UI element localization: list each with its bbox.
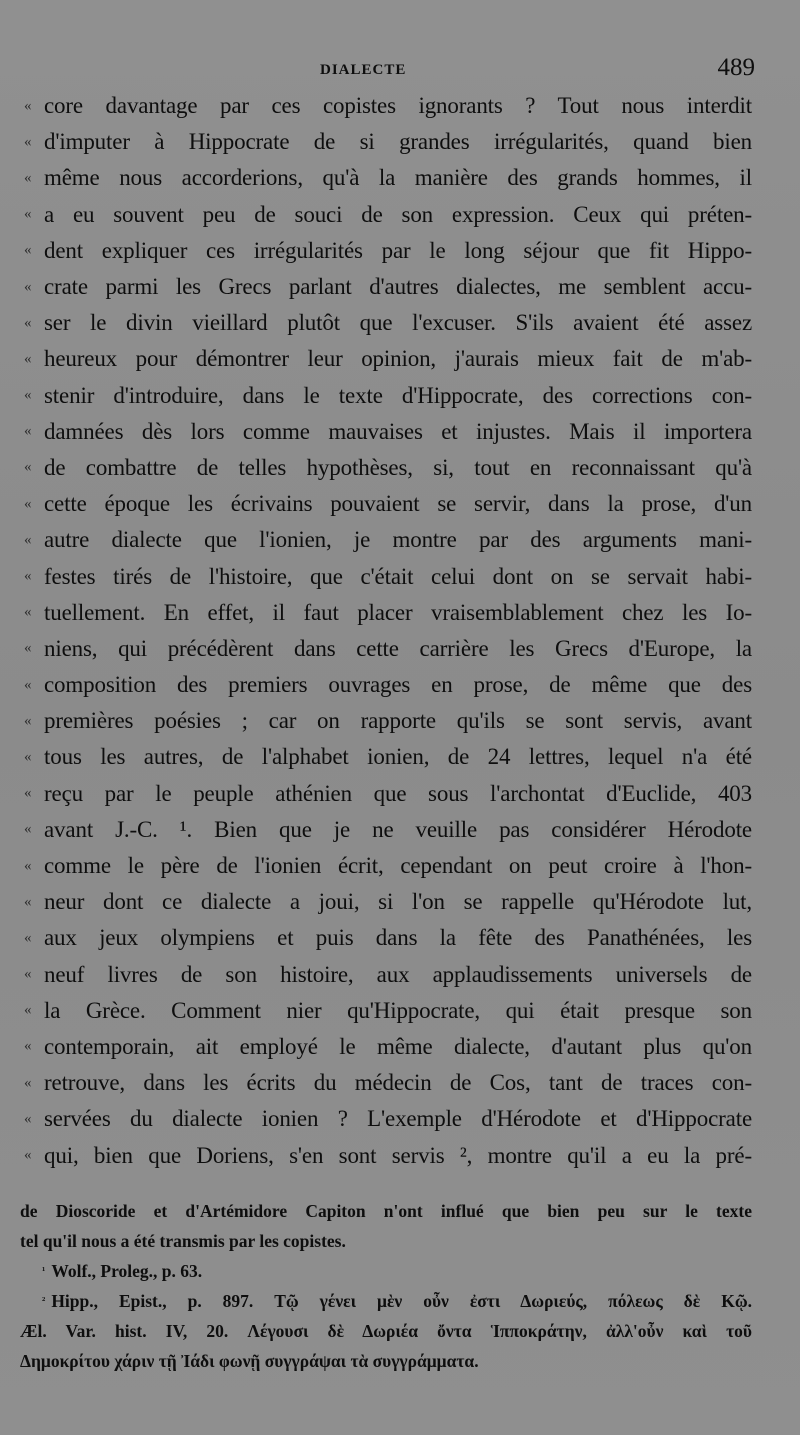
text-line (24, 776, 752, 812)
text-line (24, 1137, 752, 1173)
line-text: stenir d'introduire, dans le texte d'Hippocrate, des corrections con- (44, 382, 752, 408)
line-text: premières poésies ; car on rapporte qu'ils se sont servis, avant (44, 708, 752, 734)
line-text: niens, qui précédèrent dans cette carrière les Grecs d'Europe, la (44, 635, 752, 661)
quote-mark: « (24, 314, 32, 331)
quote-mark: « (24, 1038, 32, 1055)
quote-mark: « (24, 495, 32, 512)
line-text: la Grèce. Comment nier qu'Hippocrate, qui était presque son (44, 997, 752, 1023)
footnotes (20, 1196, 752, 1376)
quote-mark: « (24, 604, 32, 621)
line-text: d'imputer à Hippocrate de si grandes irrégularités, quand bien (44, 129, 752, 155)
footnote-1 (20, 1256, 752, 1286)
text-line (24, 957, 752, 993)
text-line (24, 414, 752, 450)
line-text: qui, bien que Doriens, s'en sont servis ², montre qu'il a eu la pré- (44, 1142, 752, 1168)
text-line (24, 631, 752, 667)
line-text: autre dialecte que l'ionien, je montre par des arguments mani- (44, 527, 752, 553)
text-line (24, 848, 752, 884)
quote-mark: « (24, 350, 32, 367)
quote-mark: « (24, 676, 32, 693)
quote-mark: « (24, 929, 32, 946)
line-text: comme le père de l'ionien écrit, cependant on peut croire à l'hon- (44, 853, 752, 879)
quote-mark: « (24, 242, 32, 259)
text-line (24, 269, 752, 305)
footnote-continuation-line: tel qu'il nous a été transmis par les copistes. (20, 1230, 346, 1251)
line-text: crate parmi les Grecs parlant d'autres dialectes, me semblent accu- (44, 274, 752, 300)
quote-mark: « (24, 278, 32, 295)
text-line (24, 739, 752, 775)
quote-mark: « (24, 568, 32, 585)
footnote-2-line: Æl. Var. hist. IV, 20. Λέγουσι δὲ Δωριέα ὄντα Ἱπποκράτην, ἀλλ'οὖν καὶ τοῦ (20, 1320, 752, 1341)
text-line (24, 1065, 752, 1101)
line-text: avant J.-C. ¹. Bien que je ne veuille pas considérer Hérodote (44, 816, 752, 842)
line-text: festes tirés de l'histoire, que c'était celui dont on se servait habi- (44, 563, 752, 589)
footnote-text: Wolf., Proleg., p. 63. (51, 1260, 203, 1281)
text-line (24, 558, 752, 594)
quote-mark: « (24, 97, 32, 114)
quote-mark: « (24, 206, 32, 223)
line-text: reçu par le peuple athénien que sous l'archontat d'Euclide, 403 (44, 780, 752, 806)
text-line (24, 993, 752, 1029)
text-line (24, 920, 752, 956)
quote-mark: « (24, 966, 32, 983)
line-text: tous les autres, de l'alphabet ionien, de 24 lettres, lequel n'a été (44, 744, 752, 770)
text-line (24, 341, 752, 377)
line-text: dent expliquer ces irrégularités par le long séjour que fit Hippo- (44, 237, 752, 263)
line-text: cette époque les écrivains pouvaient se servir, dans la prose, d'un (44, 491, 752, 517)
quote-mark: « (24, 1074, 32, 1091)
text-line (24, 197, 752, 233)
text-line (24, 522, 752, 558)
quote-mark: « (24, 821, 32, 838)
line-text: tuellement. En effet, il faut placer vraisemblablement chez les Io- (44, 599, 752, 625)
footnote-marker: ² (42, 1295, 46, 1307)
line-text: contemporain, ait employé le même dialecte, d'autant plus qu'on (44, 1033, 752, 1059)
text-line (24, 450, 752, 486)
text-line (24, 884, 752, 920)
line-text: composition des premiers ouvrages en prose, de même que des (44, 672, 752, 698)
line-text: aux jeux olympiens et puis dans la fête des Panathénées, les (44, 925, 752, 951)
text-line (24, 1029, 752, 1065)
quote-mark: « (24, 133, 32, 150)
quote-mark: « (24, 423, 32, 440)
line-text: même nous accorderions, qu'à la manière des grands hommes, il (44, 165, 752, 191)
text-line (24, 233, 752, 269)
quote-mark: « (24, 893, 32, 910)
quote-mark: « (24, 748, 32, 765)
quote-mark: « (24, 1002, 32, 1019)
footnote-2 (20, 1286, 752, 1316)
footnote-2-line: Δημοκρίτου χάριν τῇ Ἰάδι φωνῇ συγγράψαι τὰ συγγράμματα. (20, 1350, 479, 1371)
line-text: a eu souvent peu de souci de son expression. Ceux qui préten- (44, 201, 752, 227)
text-line (24, 595, 752, 631)
text-line (24, 305, 752, 341)
line-text: servées du dialecte ionien ? L'exemple d'Hérodote et d'Hippocrate (44, 1106, 752, 1132)
text-line (24, 1101, 752, 1137)
quote-mark: « (24, 531, 32, 548)
line-text: heureux pour démontrer leur opinion, j'aurais mieux fait de m'ab- (44, 346, 752, 372)
line-text: core davantage par ces copistes ignorants ? Tout nous interdit (44, 93, 752, 119)
quote-mark: « (24, 1110, 32, 1127)
quote-mark: « (24, 712, 32, 729)
text-line (24, 378, 752, 414)
quote-mark: « (24, 857, 32, 874)
text-line (24, 703, 752, 739)
page-number: 489 (717, 54, 755, 81)
line-text: neur dont ce dialecte a joui, si l'on se rappelle qu'Hérodote lut, (44, 889, 752, 915)
quote-mark: « (24, 640, 32, 657)
main-text (24, 88, 752, 1174)
footnote-text: Hipp., Epist., p. 897. Τῷ γένει μὲν οὖν ἐστι Δωριεύς, πόλεως δὲ Κῷ. (51, 1290, 752, 1311)
text-line (24, 160, 752, 196)
text-line (24, 124, 752, 160)
text-line (24, 812, 752, 848)
quote-mark: « (24, 387, 32, 404)
page-header (0, 56, 800, 86)
quote-mark: « (24, 459, 32, 476)
line-text: retrouve, dans les écrits du médecin de Cos, tant de traces con- (44, 1070, 752, 1096)
line-text: de combattre de telles hypothèses, si, tout en reconnaissant qu'à (44, 454, 752, 480)
text-line (24, 667, 752, 703)
footnote-continuation-line: de Dioscoride et d'Artémidore Capiton n'ont influé que bien peu sur le texte (20, 1200, 752, 1221)
quote-mark: « (24, 1147, 32, 1164)
running-title: DIALECTE (320, 62, 407, 78)
line-text: ser le divin vieillard plutôt que l'excuser. S'ils avaient été assez (44, 310, 752, 336)
text-line (24, 486, 752, 522)
text-line (24, 88, 752, 124)
footnote-marker: ¹ (42, 1265, 46, 1277)
quote-mark: « (24, 785, 32, 802)
line-text: damnées dès lors comme mauvaises et injustes. Mais il importera (44, 418, 752, 444)
quote-mark: « (24, 169, 32, 186)
line-text: neuf livres de son histoire, aux applaudissements universels de (44, 961, 752, 987)
